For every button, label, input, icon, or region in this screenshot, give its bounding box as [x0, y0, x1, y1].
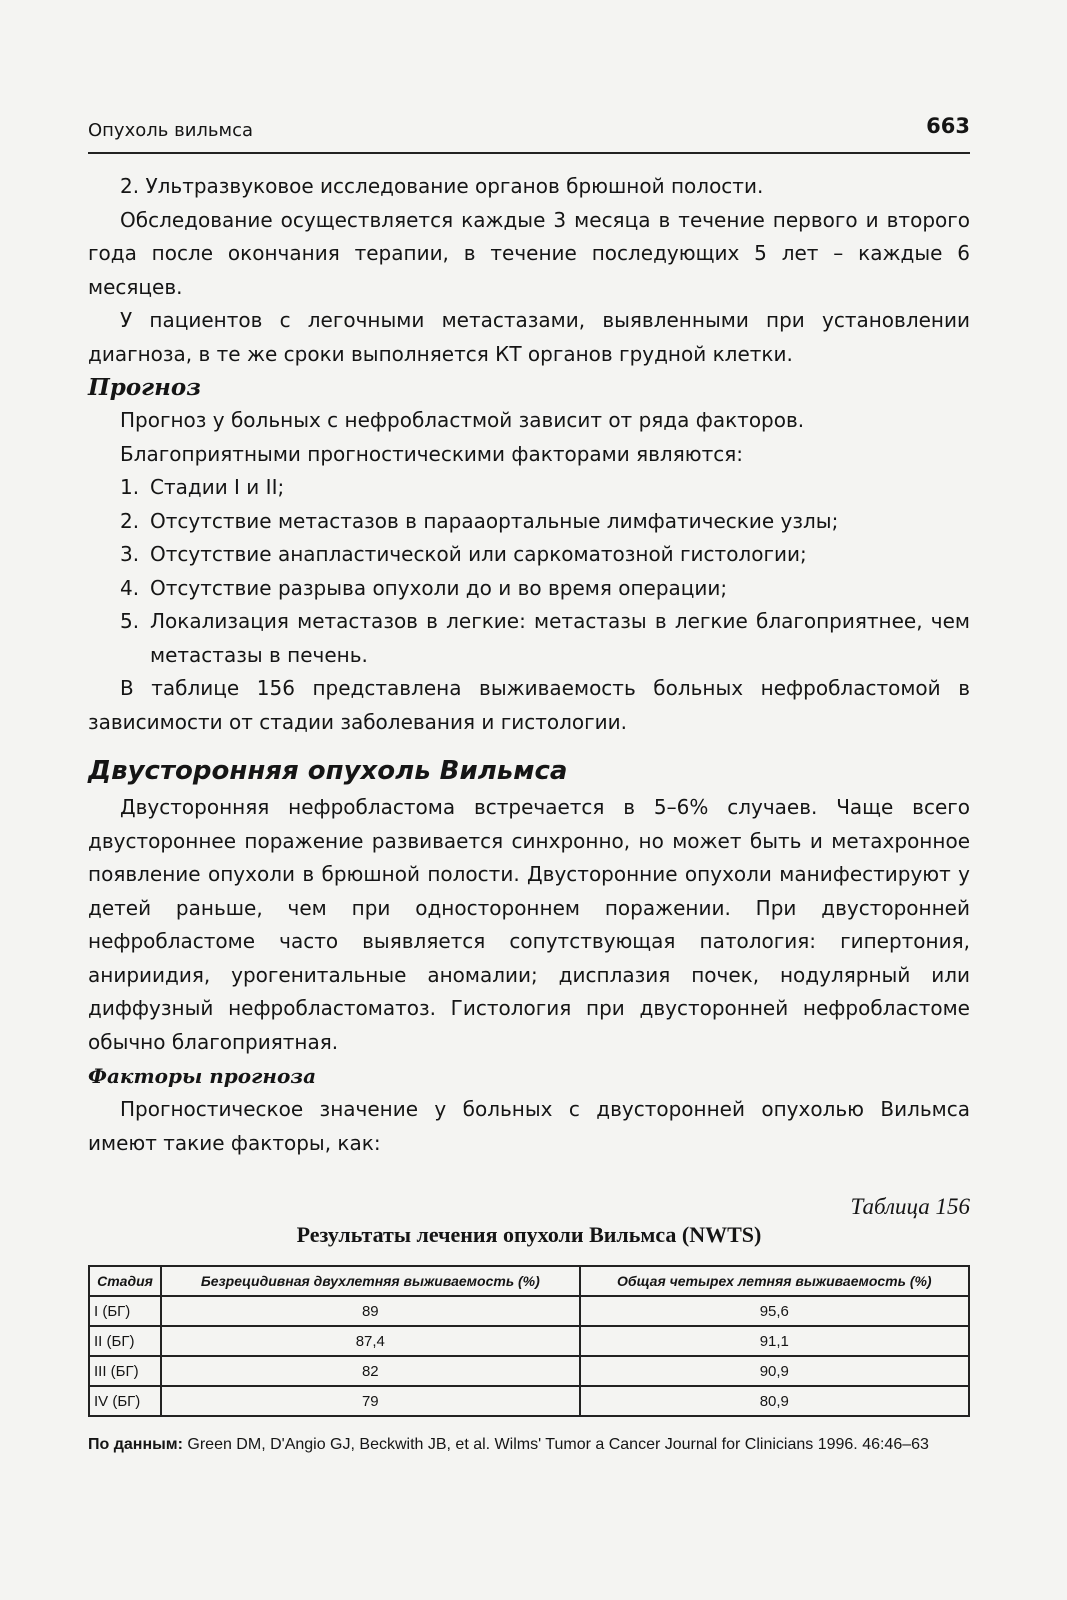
table-row [89, 1386, 969, 1416]
list-item: 5. Локализация метастазов в легкие: метастазы в легкие благоприятнее, чем метастазы в печень. [120, 609, 970, 667]
heading-prognoz: Прогноз [88, 374, 201, 401]
table-cell: 82 [161, 1356, 580, 1386]
list-item: 2. Отсутствие метастазов в парааортальные лимфатические узлы; [120, 508, 839, 533]
table-source-note [88, 1432, 970, 1457]
table-cell: 79 [161, 1386, 580, 1416]
body-text [88, 170, 970, 1160]
paragraph: Двусторонняя нефробластома встречается в 5–6% случаев. Чаще всего двустороннее поражение развивается синхронно, но может быть и метахронное появление опухоли в брюшной полости. Двусторонние опухоли манифестируют у детей раньше, чем при одностороннем поражении. При двусторонней нефробластоме часто выявляется сопутствующая патология: гипертония, анириидия, урогенитальные аномалии; дисплазия почек, нодулярный или диффузный нефробластоматоз. Гистология при двусторонней нефробластоме обычно благоприятная. [88, 795, 970, 1054]
table-cell: 89 [161, 1296, 580, 1326]
column-header: Стадия [89, 1266, 161, 1296]
table-cell: 90,9 [580, 1356, 969, 1386]
results-table [88, 1265, 970, 1417]
table-label: Таблица 156 [850, 1194, 970, 1219]
table-cell: III (БГ) [89, 1356, 161, 1386]
paragraph: В таблице 156 представлена выживаемость больных нефробластомой в зависимости от стадии заболевания и гистологии. [88, 676, 970, 734]
paragraph: 2. Ультразвуковое исследование органов брюшной полости. [120, 174, 764, 198]
source-citation: Green DM, D'Angio GJ, Beckwith JB, et al. Wilms' Tumor a Cancer Journal for Clinicians 1996. 46:46–63 [187, 1436, 929, 1453]
running-header [88, 112, 970, 154]
list-item: 3. Отсутствие анапластической или саркоматозной гистологии; [120, 542, 807, 566]
table-cell: II (БГ) [89, 1326, 161, 1356]
list-item: 1. Стадии I и II; [120, 475, 285, 499]
table-cell: 91,1 [580, 1326, 969, 1356]
paragraph: У пациентов с легочными метастазами, выявленными при установлении диагноза, в те же сроки выполняется КТ органов грудной клетки. [88, 308, 970, 366]
table-row [89, 1326, 969, 1356]
page-number: 663 [926, 114, 970, 138]
table-cell: 87,4 [161, 1326, 580, 1356]
table-title: Результаты лечения опухоли Вильмса (NWTS) [296, 1222, 762, 1247]
table-header-row [89, 1266, 969, 1296]
list-item: 4. Отсутствие разрыва опухоли до и во время операции; [120, 575, 728, 600]
table-row [89, 1296, 969, 1326]
source-prefix: По данным: [88, 1436, 183, 1453]
heading-bilateral: Двусторонняя опухоль Вильмса [88, 756, 568, 786]
heading-factors: Факторы прогноза [88, 1064, 317, 1088]
paragraph: Обследование осуществляется каждые 3 месяца в течение первого и второго года после окончания терапии, в течение последующих 5 лет – каждые 6 месяцев. [88, 207, 970, 299]
paragraph: Благоприятными прогностическими факторами являются: [120, 441, 743, 466]
table-cell: 80,9 [580, 1386, 969, 1416]
column-header: Безрецидивная двухлетняя выживаемость (%) [161, 1266, 580, 1296]
table-row [89, 1356, 969, 1386]
column-header: Общая четырех летняя выживаемость (%) [580, 1266, 969, 1296]
paragraph: Прогностическое значение у больных с двусторонней опухолью Вильмса имеют такие факторы, как: [88, 1097, 970, 1155]
table-cell: IV (БГ) [89, 1386, 161, 1416]
chapter-title: Опухоль вильмса [88, 120, 254, 141]
table-cell: I (БГ) [89, 1296, 161, 1326]
paragraph: Прогноз у больных с нефробластмой зависит от ряда факторов. [120, 408, 805, 432]
table-cell: 95,6 [580, 1296, 969, 1326]
